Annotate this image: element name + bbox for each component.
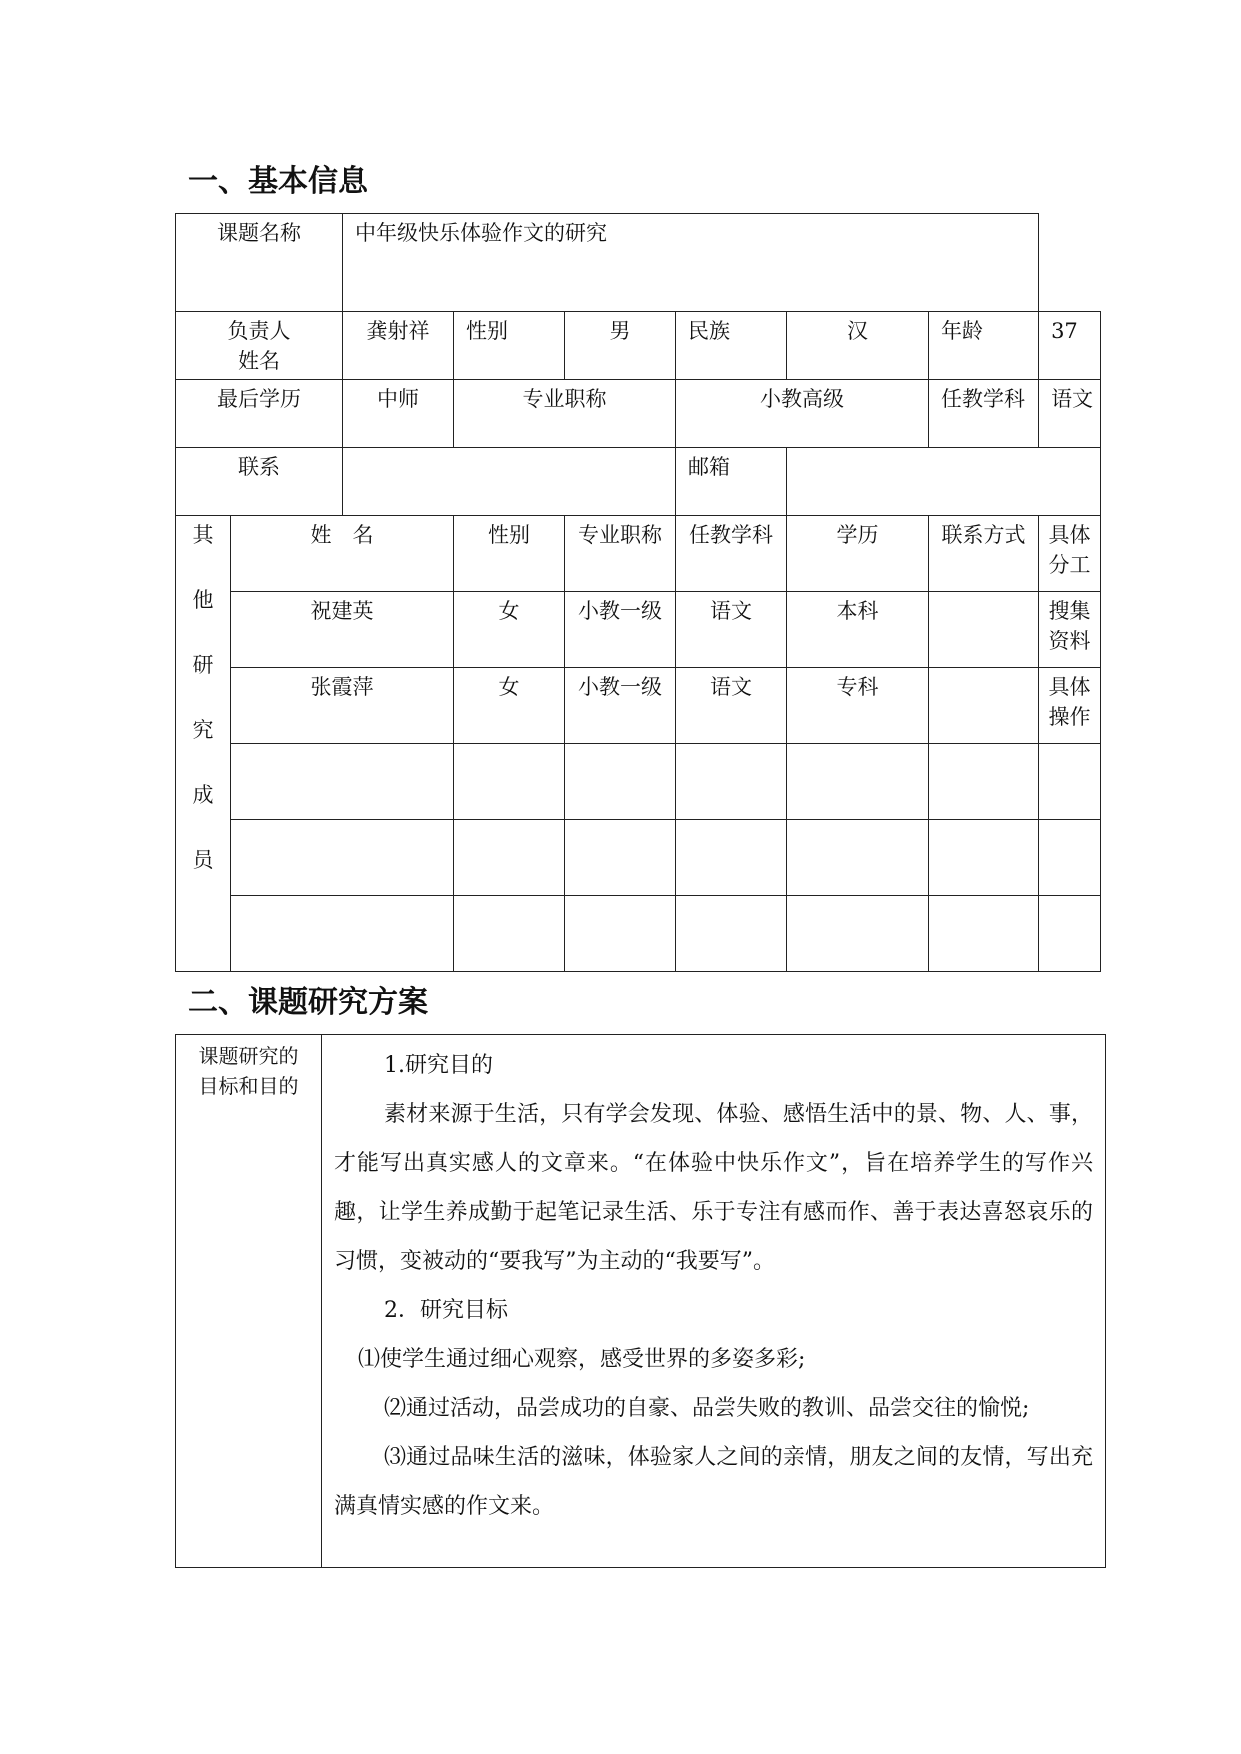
leader-name-label-line1: 负责人 — [227, 319, 291, 343]
research-goal-label — [176, 1035, 322, 1568]
side-char: 他 — [192, 588, 214, 612]
member-header-education: 学历 — [787, 516, 929, 592]
paragraph-research-purpose-heading: 1.研究目的 — [384, 1053, 493, 1078]
member-row-empty — [176, 896, 1101, 972]
member-header-contact: 联系方式 — [929, 516, 1039, 592]
section-heading-basic-info: 一、基本信息 — [188, 164, 368, 199]
member-title: 小教一级 — [565, 592, 676, 668]
email-label: 邮箱 — [676, 448, 787, 516]
member-name: 祝建英 — [231, 592, 454, 668]
paragraph-goal-2: ⑵通过活动，品尝成功的自豪、品尝失败的教训、品尝交往的愉悦; — [384, 1396, 1030, 1421]
contact-value — [343, 448, 676, 516]
member-contact — [929, 820, 1039, 896]
member-title: 小教一级 — [565, 668, 676, 744]
member-header-subject: 任教学科 — [676, 516, 787, 592]
member-gender: 女 — [454, 668, 565, 744]
education-value: 中师 — [343, 380, 454, 448]
member-education: 本科 — [787, 592, 929, 668]
member-education — [787, 744, 929, 820]
member-subject — [676, 896, 787, 972]
member-duty — [1039, 896, 1101, 972]
member-duty: 搜集资料 — [1039, 592, 1101, 668]
side-char: 究 — [192, 718, 214, 742]
member-gender — [454, 744, 565, 820]
member-title — [565, 896, 676, 972]
member-header-name: 姓 名 — [231, 516, 454, 592]
member-name — [231, 820, 454, 896]
project-name-value: 中年级快乐体验作文的研究 — [343, 214, 1039, 312]
leader-row — [176, 312, 1101, 380]
teaching-subject-label: 任教学科 — [929, 380, 1039, 448]
member-row — [176, 592, 1101, 668]
section-heading-research-plan: 二、课题研究方案 — [188, 985, 428, 1020]
member-header-duty: 具体分工 — [1039, 516, 1101, 592]
leader-name-label — [176, 312, 343, 380]
research-goal-row — [176, 1035, 1106, 1568]
leader-name-label-line2: 姓名 — [238, 349, 280, 373]
research-goal-content — [322, 1035, 1106, 1568]
member-title — [565, 744, 676, 820]
project-name-label: 课题名称 — [176, 214, 343, 312]
leader-ethnicity-label: 民族 — [676, 312, 787, 380]
member-duty — [1039, 744, 1101, 820]
paragraph-research-purpose: 素材来源于生活，只有学会发现、体验、感悟生活中的景、物、人、事，才能写出真实感人的文章来。“在体验中快乐作文”，旨在培养学生的写作兴趣，让学生养成勤于起笔记录生活、乐于专注有感而作、善于表达喜怒哀乐的习惯，变被动的“要我写”为主动的“我要写”。 — [334, 1102, 1093, 1274]
side-char: 成 — [192, 783, 214, 807]
member-gender — [454, 896, 565, 972]
member-name — [231, 896, 454, 972]
research-goal-label-line1: 课题研究的 — [198, 1044, 299, 1068]
other-members-side-label — [176, 516, 231, 972]
member-header-title: 专业职称 — [565, 516, 676, 592]
member-contact — [929, 744, 1039, 820]
contact-label: 联系 — [176, 448, 343, 516]
member-gender — [454, 820, 565, 896]
member-name — [231, 744, 454, 820]
leader-gender-label: 性别 — [454, 312, 565, 380]
member-duty: 具体操作 — [1039, 668, 1101, 744]
member-education — [787, 820, 929, 896]
teaching-subject-value: 语文 — [1039, 380, 1101, 448]
member-duty — [1039, 820, 1101, 896]
member-subject: 语文 — [676, 668, 787, 744]
paragraph-research-goal-heading: 2．研究目标 — [384, 1298, 508, 1323]
paragraph-goal-1: ⑴使学生通过细心观察，感受世界的多姿多彩; — [358, 1347, 806, 1372]
member-header-gender: 性别 — [454, 516, 565, 592]
leader-age-label: 年龄 — [929, 312, 1039, 380]
leader-name-value: 龚射祥 — [343, 312, 454, 380]
leader-ethnicity-value: 汉 — [787, 312, 929, 380]
member-row-empty — [176, 744, 1101, 820]
side-char: 研 — [192, 653, 214, 677]
side-char: 其 — [192, 523, 214, 547]
professional-title-label: 专业职称 — [454, 380, 676, 448]
member-row — [176, 668, 1101, 744]
member-title — [565, 820, 676, 896]
email-value — [787, 448, 1101, 516]
member-gender: 女 — [454, 592, 565, 668]
member-row-empty — [176, 820, 1101, 896]
member-subject: 语文 — [676, 592, 787, 668]
basic-info-table — [175, 213, 1101, 972]
member-contact — [929, 668, 1039, 744]
member-education — [787, 896, 929, 972]
member-name: 张霞萍 — [231, 668, 454, 744]
member-subject — [676, 744, 787, 820]
research-plan-table — [175, 1034, 1106, 1568]
education-row — [176, 380, 1101, 448]
side-char: 员 — [192, 848, 214, 872]
member-education: 专科 — [787, 668, 929, 744]
leader-age-value: 37 — [1039, 312, 1101, 380]
member-contact — [929, 592, 1039, 668]
members-header-row — [176, 516, 1101, 592]
paragraph-goal-3: ⑶通过品味生活的滋味，体验家人之间的亲情，朋友之间的友情，写出充满真情实感的作文来。 — [334, 1445, 1093, 1519]
member-subject — [676, 820, 787, 896]
research-goal-label-line2: 目标和目的 — [198, 1074, 299, 1098]
project-name-row — [176, 214, 1101, 312]
member-contact — [929, 896, 1039, 972]
professional-title-value: 小教高级 — [676, 380, 929, 448]
leader-gender-value: 男 — [565, 312, 676, 380]
contact-row — [176, 448, 1101, 516]
education-label: 最后学历 — [176, 380, 343, 448]
